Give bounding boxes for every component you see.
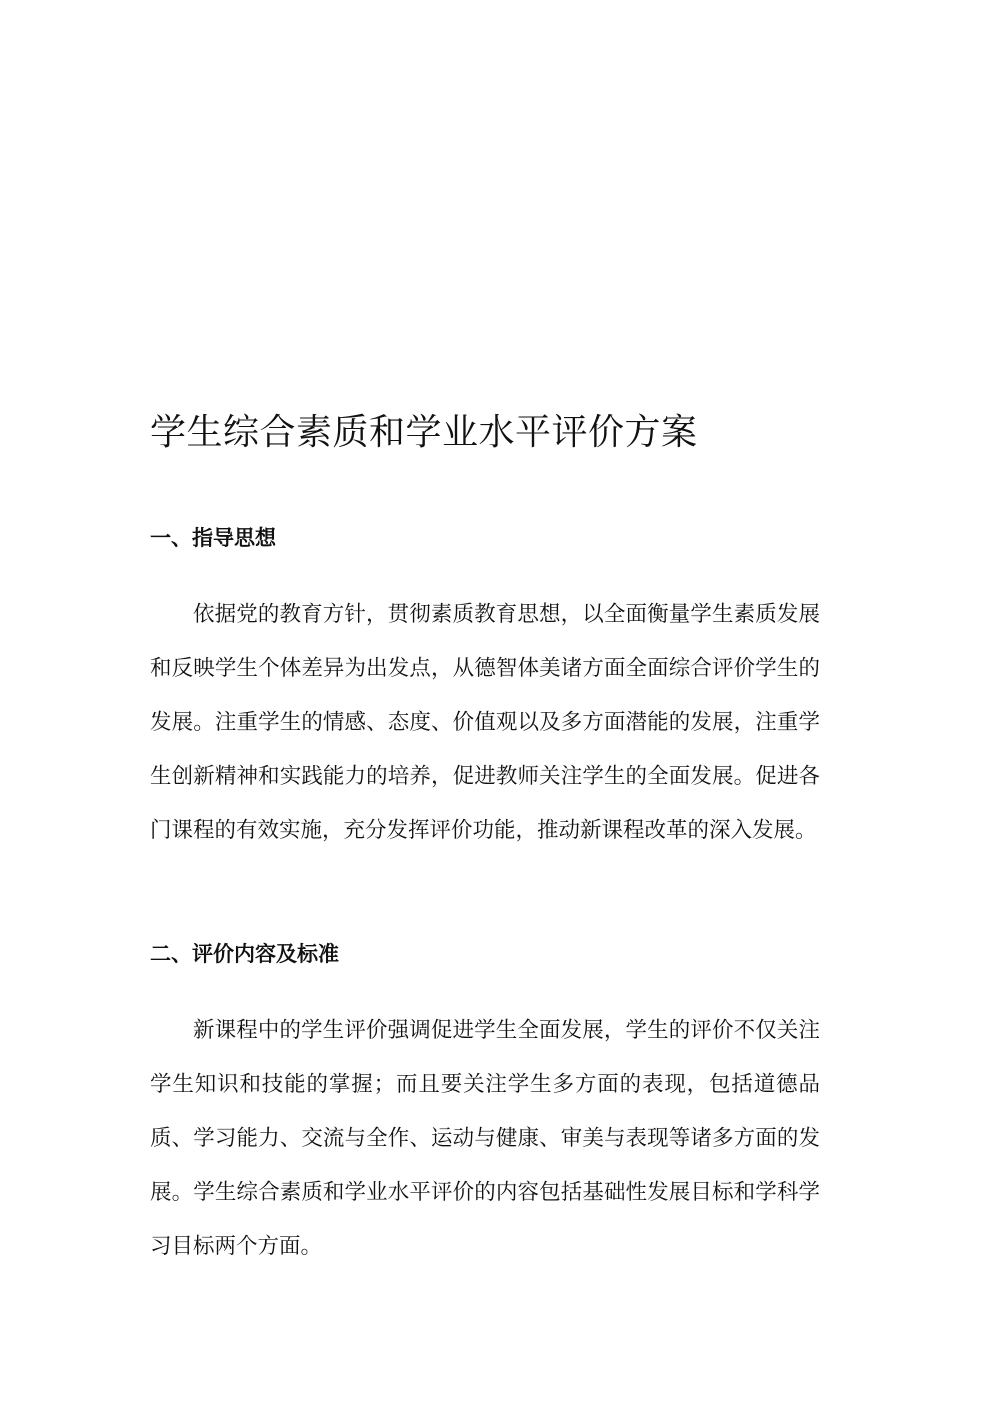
section-paragraph-evaluation-content: 新课程中的学生评价强调促进学生全面发展，学生的评价不仅关注学生知识和技能的掌握；而且要关注学生多方面的表现，包括道德品质、学习能力、交流与全作、运动与健康、审美与表现等诸多方面的发展。学生综合素质和学业水平评价的内容包括基础性发展目标和学科学习目标两个方面。 [150, 1018, 820, 1259]
document-title: 学生综合素质和学业水平评价方案 [150, 412, 698, 453]
section-heading-guiding-ideology: 一、指导思想 [150, 525, 276, 550]
section-heading-evaluation-content: 二、评价内容及标准 [150, 941, 339, 966]
section-paragraph-guiding-ideology: 依据党的教育方针，贯彻素质教育思想，以全面衡量学生素质发展和反映学生个体差异为出发点，从德智体美诸方面全面综合评价学生的发展。注重学生的情感、态度、价值观以及多方面潜能的发展，注重学生创新精神和实践能力的培养，促进教师关注学生的全面发展。促进各门课程的有效实施，充分发挥评价功能，推动新课程改革的深入发展。 [150, 602, 820, 843]
